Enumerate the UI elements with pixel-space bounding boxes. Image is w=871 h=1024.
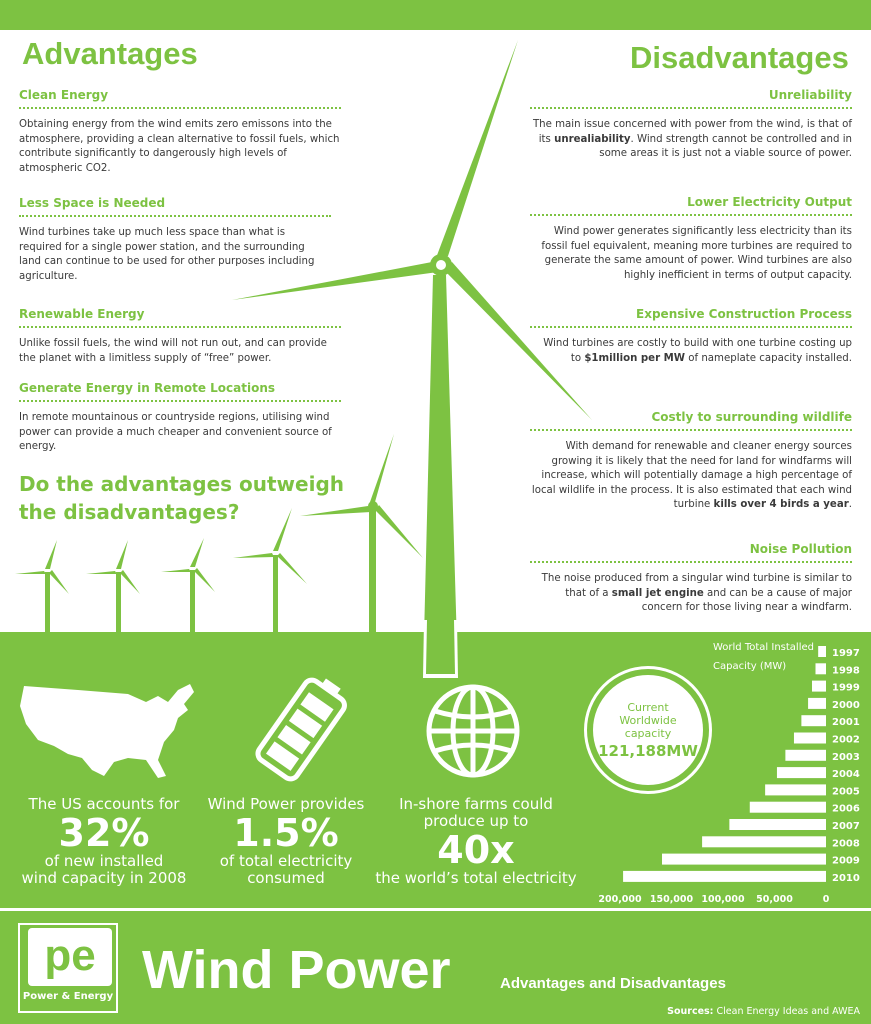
logo-label: Power & Energy bbox=[22, 991, 114, 1002]
section-text: Wind power generates significantly less electricity than its fossil fuel equivalent, meaning more turbines are required to generate the same amount of power. Wind turbines are also highly inefficient in terms of output capacity. bbox=[541, 226, 852, 281]
advantage-remote bbox=[19, 381, 341, 455]
year-label-2006: 2006 bbox=[832, 803, 860, 815]
big-turbine-blade-up bbox=[436, 40, 518, 258]
bar-1997 bbox=[818, 646, 826, 657]
section-text: With demand for renewable and cleaner energy sources growing it is likely that the need for land for windfarms will increase, which will potentially damage a high percentage of local wildlife in the process. It is also estimated that each wind turbine kills over 4 birds a year. bbox=[531, 441, 852, 510]
advantage-renewable bbox=[19, 307, 341, 366]
page-title: Wind Power bbox=[142, 940, 451, 1000]
disadvantage-expensive-construction bbox=[530, 307, 852, 366]
stat-line: Wind Power provides bbox=[207, 795, 365, 813]
x-tick-label: 100,000 bbox=[701, 894, 745, 906]
x-tick-label: 200,000 bbox=[598, 894, 642, 906]
disadvantage-wildlife bbox=[530, 410, 852, 513]
year-label-2008: 2008 bbox=[832, 838, 860, 850]
section-text: In remote mountainous or countryside regions, utilising wind power can provide a much cheaper and convenient source of energy. bbox=[19, 412, 332, 452]
bar-2000 bbox=[808, 698, 826, 709]
disadvantage-lower-output bbox=[530, 195, 852, 283]
year-label-1998: 1998 bbox=[832, 665, 860, 677]
year-label-2007: 2007 bbox=[832, 821, 860, 832]
bar-2005 bbox=[765, 784, 826, 795]
bar-2001 bbox=[801, 715, 826, 726]
x-tick-label: 0 bbox=[822, 894, 830, 906]
bar-1999 bbox=[812, 681, 826, 692]
sources-note: Sources: Clean Energy Ideas and AWEA bbox=[667, 1006, 860, 1017]
bar-2002 bbox=[794, 733, 826, 744]
section-text: Unlike fossil fuels, the wind will not run out, and can provide the planet with a limitless supply of “free” power. bbox=[19, 338, 327, 364]
year-label-2004: 2004 bbox=[832, 769, 860, 781]
stat-line: consumed bbox=[247, 869, 325, 887]
disadvantage-unreliability bbox=[530, 88, 852, 162]
x-tick-label: 50,000 bbox=[756, 894, 793, 906]
bar-2009 bbox=[662, 854, 826, 865]
section-text: Wind turbines take up much less space than what is required for a single power station, and the surrounding land can continue to be used for other purposes including agriculture. bbox=[19, 227, 315, 282]
section-text: Obtaining energy from the wind emits zero emissons into the atmosphere, providing a clean alternative to fossil fuels, which contribute significantly to dangerously high levels of atmospheric CO2. bbox=[19, 119, 340, 174]
bar-1998 bbox=[815, 663, 826, 674]
stat-line: The US accounts for bbox=[28, 795, 180, 813]
year-label-1999: 1999 bbox=[832, 682, 860, 694]
disadvantages-heading: Disadvantages bbox=[630, 40, 849, 75]
section-title: Clean Energy bbox=[19, 88, 341, 109]
section-title: Costly to surrounding wildlife bbox=[530, 410, 852, 431]
stat-line: produce up to bbox=[423, 812, 529, 830]
advantages-heading: Advantages bbox=[22, 36, 198, 71]
year-label-2009: 2009 bbox=[832, 855, 860, 867]
year-label-2003: 2003 bbox=[832, 751, 860, 763]
bar-2008 bbox=[702, 836, 826, 847]
disadvantage-noise bbox=[530, 542, 852, 616]
stat-value: 40x bbox=[437, 828, 515, 872]
advantage-clean-energy bbox=[19, 88, 341, 176]
section-title: Noise Pollution bbox=[530, 542, 852, 563]
section-text: The noise produced from a singular wind turbine is similar to that of a small jet engine and can be a cause of major concern for those living near a windfarm. bbox=[541, 573, 852, 613]
bar-2006 bbox=[750, 802, 826, 813]
section-title: Lower Electricity Output bbox=[530, 195, 852, 216]
section-title: Generate Energy in Remote Locations bbox=[19, 381, 341, 402]
year-label-2000: 2000 bbox=[832, 699, 860, 711]
capacity-bar-chart bbox=[580, 636, 865, 906]
x-tick-label: 150,000 bbox=[649, 894, 694, 906]
stat-inshore bbox=[368, 796, 584, 887]
bar-2007 bbox=[729, 819, 826, 830]
question-heading: Do the advantages outweigh the disadvantages? bbox=[19, 472, 345, 524]
page-subtitle: Advantages and Disadvantages bbox=[500, 975, 726, 992]
section-title: Less Space is Needed bbox=[19, 196, 331, 217]
stat-line: wind capacity in 2008 bbox=[21, 869, 187, 887]
year-label-2005: 2005 bbox=[832, 786, 860, 798]
section-text: The main issue concerned with power from the wind, is that of its unrealiability. Wind strength cannot be controlled and in some areas it is just not a viable source of power. bbox=[532, 119, 852, 159]
battery-icon bbox=[244, 674, 364, 784]
section-text: Wind turbines are costly to build with one turbine costing up to $1million per MW of nameplate capacity installed. bbox=[543, 338, 852, 364]
divider-line bbox=[0, 908, 871, 911]
capacity-label: Current Worldwide capacity bbox=[619, 700, 677, 740]
capacity-value: 121,188MW bbox=[598, 741, 698, 760]
year-label-2002: 2002 bbox=[832, 734, 860, 746]
big-turbine-tower bbox=[423, 275, 458, 678]
section-title: Renewable Energy bbox=[19, 307, 341, 328]
stat-line: of new installed bbox=[44, 852, 164, 870]
stat-value: 1.5% bbox=[233, 811, 339, 855]
stat-line: of total electricity bbox=[219, 852, 353, 870]
section-title: Unreliability bbox=[530, 88, 852, 109]
logo-mark: pe bbox=[28, 928, 112, 986]
chart-title-line: Capacity (MW) bbox=[713, 661, 787, 672]
stat-wind-share bbox=[200, 796, 372, 887]
bar-2010 bbox=[623, 871, 826, 882]
stat-line: the world’s total electricity bbox=[375, 869, 577, 887]
year-label-2001: 2001 bbox=[832, 717, 860, 729]
advantage-less-space bbox=[19, 196, 331, 284]
power-energy-logo bbox=[18, 923, 118, 1013]
stat-line: In-shore farms could bbox=[399, 795, 553, 813]
section-title: Expensive Construction Process bbox=[530, 307, 852, 328]
year-label-1997: 1997 bbox=[832, 648, 860, 659]
globe-icon bbox=[425, 683, 521, 779]
stat-value: 32% bbox=[58, 811, 150, 855]
stat-us-share bbox=[14, 796, 194, 887]
bar-2004 bbox=[777, 767, 826, 778]
usa-map-icon bbox=[18, 680, 198, 780]
chart-title-line: World Total Installed bbox=[713, 642, 814, 653]
year-label-2010: 2010 bbox=[832, 872, 860, 884]
bar-2003 bbox=[785, 750, 826, 761]
